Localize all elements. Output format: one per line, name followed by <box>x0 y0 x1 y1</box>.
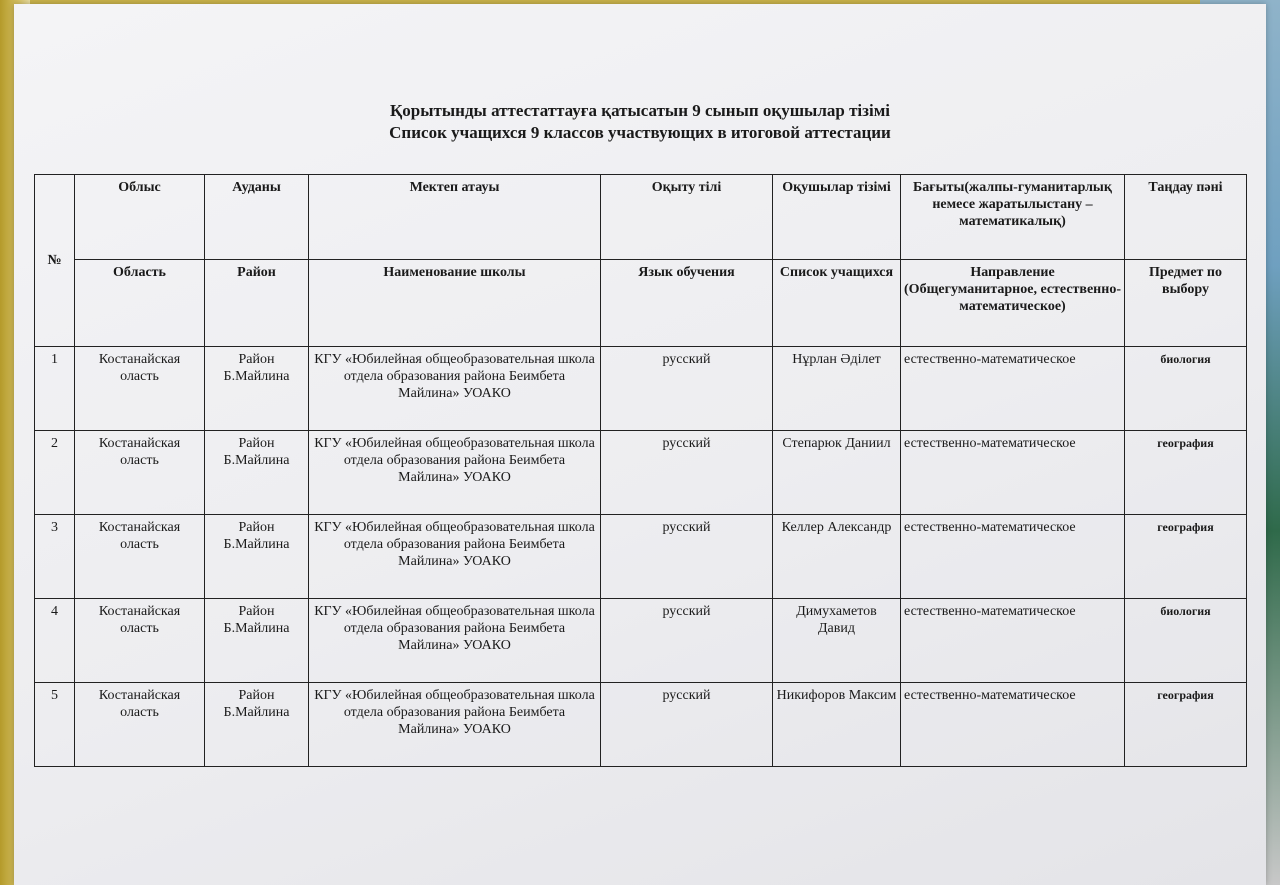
district-cell: Район Б.Майлина <box>205 431 309 515</box>
header-ru-subject: Предмет по выбору <box>1125 260 1247 347</box>
school-cell: КГУ «Юбилейная общеобразовательная школа отдела образования района Беимбета Майлина» УОАКО <box>309 683 601 767</box>
header-ru-direction: Направление (Общегуманитарное, естественно-математическое) <box>901 260 1125 347</box>
header-kz-subject: Таңдау пәні <box>1125 175 1247 260</box>
header-number: № <box>35 175 75 347</box>
language-cell: русский <box>601 599 773 683</box>
header-kz-school: Мектеп атауы <box>309 175 601 260</box>
region-cell: Костанайская оласть <box>75 347 205 431</box>
table-row <box>35 431 1247 515</box>
header-kz-district: Ауданы <box>205 175 309 260</box>
table-row <box>35 599 1247 683</box>
subject-cell: география <box>1125 431 1247 515</box>
header-ru-students: Список учащихся <box>773 260 901 347</box>
school-cell: КГУ «Юбилейная общеобразовательная школа отдела образования района Беимбета Майлина» УОАКО <box>309 515 601 599</box>
document-title <box>14 100 1266 144</box>
student-cell: Нұрлан Әділет <box>773 347 901 431</box>
header-row-kazakh <box>35 175 1247 260</box>
school-cell: КГУ «Юбилейная общеобразовательная школа отдела образования района Беимбета Майлина» УОАКО <box>309 347 601 431</box>
student-cell: Никифоров Максим <box>773 683 901 767</box>
language-cell: русский <box>601 347 773 431</box>
language-cell: русский <box>601 431 773 515</box>
header-ru-district: Район <box>205 260 309 347</box>
student-roster-table <box>34 174 1247 767</box>
region-cell: Костанайская оласть <box>75 431 205 515</box>
language-cell: русский <box>601 683 773 767</box>
subject-cell: биология <box>1125 347 1247 431</box>
row-number: 4 <box>35 599 75 683</box>
row-number: 5 <box>35 683 75 767</box>
row-number: 2 <box>35 431 75 515</box>
title-russian: Список учащихся 9 классов участвующих в итоговой аттестации <box>389 123 891 142</box>
direction-cell: естественно-математическое <box>901 431 1125 515</box>
student-cell: Димухаметов Давид <box>773 599 901 683</box>
header-ru-school: Наименование школы <box>309 260 601 347</box>
header-kz-region: Облыс <box>75 175 205 260</box>
row-number: 1 <box>35 347 75 431</box>
language-cell: русский <box>601 515 773 599</box>
title-kazakh: Қорытынды аттестаттауға қатысатын 9 сынып оқушылар тізімі <box>389 101 891 120</box>
table-row <box>35 515 1247 599</box>
region-cell: Костанайская оласть <box>75 599 205 683</box>
student-cell: Степарюк Даниил <box>773 431 901 515</box>
region-cell: Костанайская оласть <box>75 515 205 599</box>
direction-cell: естественно-математическое <box>901 599 1125 683</box>
header-ru-region: Область <box>75 260 205 347</box>
header-kz-direction: Бағыты(жалпы-гуманитарлық немесе жаратылыстану – математикалық) <box>901 175 1125 260</box>
header-kz-students: Оқушылар тізімі <box>773 175 901 260</box>
school-cell: КГУ «Юбилейная общеобразовательная школа отдела образования района Беимбета Майлина» УОАКО <box>309 431 601 515</box>
subject-cell: география <box>1125 515 1247 599</box>
header-row-russian <box>35 260 1247 347</box>
district-cell: Район Б.Майлина <box>205 683 309 767</box>
row-number: 3 <box>35 515 75 599</box>
direction-cell: естественно-математическое <box>901 347 1125 431</box>
subject-cell: география <box>1125 683 1247 767</box>
direction-cell: естественно-математическое <box>901 515 1125 599</box>
document-sheet <box>14 4 1266 885</box>
header-ru-language: Язык обучения <box>601 260 773 347</box>
district-cell: Район Б.Майлина <box>205 347 309 431</box>
region-cell: Костанайская оласть <box>75 683 205 767</box>
school-cell: КГУ «Юбилейная общеобразовательная школа отдела образования района Беимбета Майлина» УОАКО <box>309 599 601 683</box>
subject-cell: биология <box>1125 599 1247 683</box>
table-row <box>35 683 1247 767</box>
direction-cell: естественно-математическое <box>901 683 1125 767</box>
student-cell: Келлер Александр <box>773 515 901 599</box>
table-row <box>35 347 1247 431</box>
district-cell: Район Б.Майлина <box>205 515 309 599</box>
district-cell: Район Б.Майлина <box>205 599 309 683</box>
header-kz-language: Оқыту тілі <box>601 175 773 260</box>
